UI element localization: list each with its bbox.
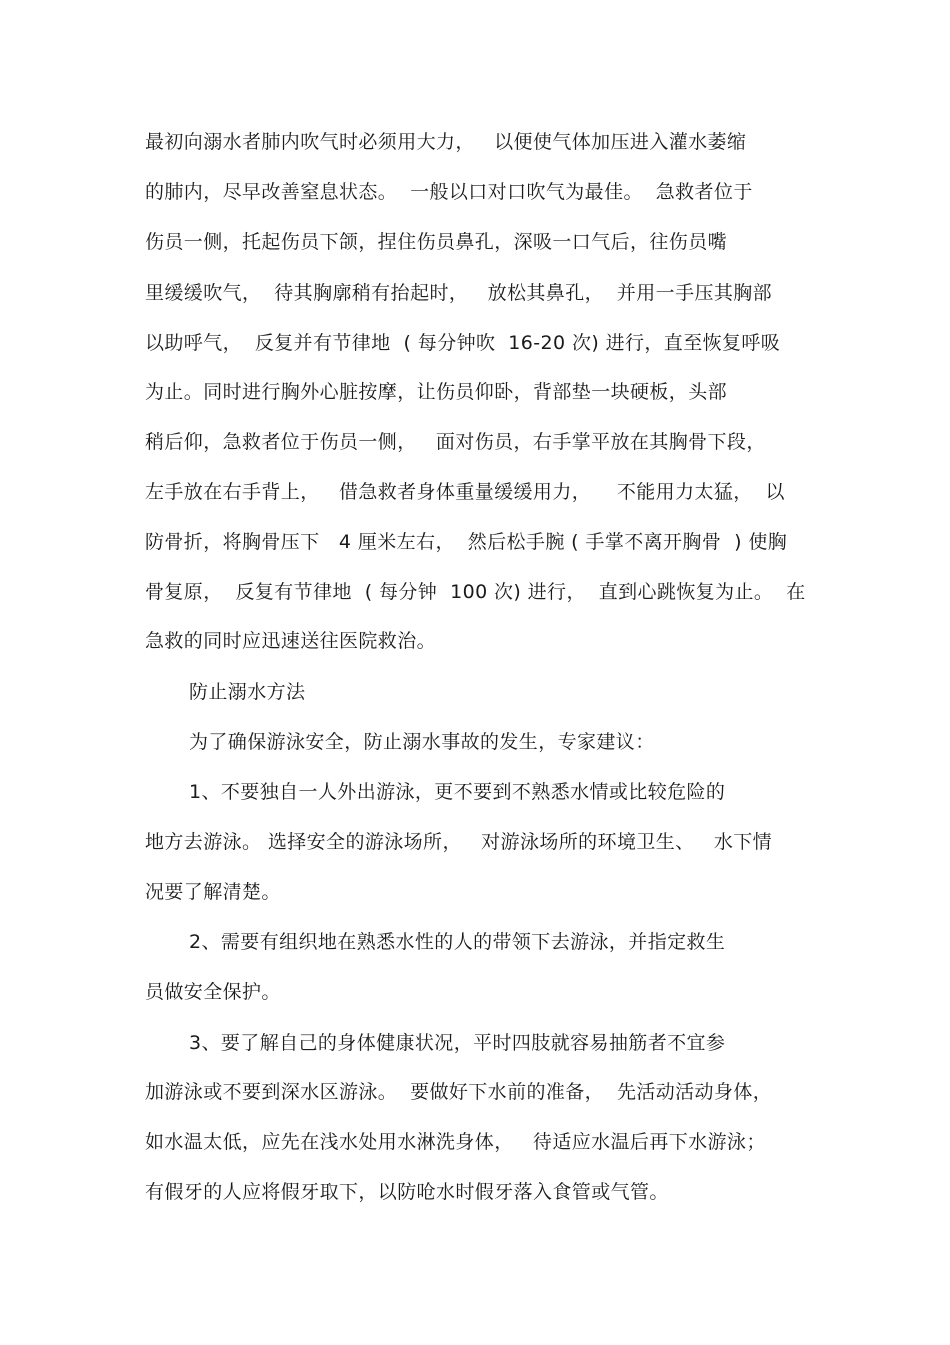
body-text-line: 防骨折，将胸骨压下 4 厘米左右， 然后松手腕 ( 手掌不离开胸骨 ) 使胸 — [145, 531, 788, 553]
list-item-1-text: 1、不要独自一人外出游泳，更不要到不熟悉水情或比较危险的 — [189, 781, 726, 803]
body-text-line: 为止。同时进行胸外心脏按摩，让伤员仰卧，背部垫一块硬板，头部 — [145, 381, 728, 403]
body-text-line: 伤员一侧，托起伤员下颌，捏住伤员鼻孔，深吸一口气后，往伤员嘴 — [145, 231, 728, 253]
section-heading: 防止溺水方法 — [189, 681, 306, 703]
list-item-1-text: 地方去游泳。 选择安全的游泳场所， 对游泳场所的环境卫生、 水下情 — [145, 831, 773, 853]
list-item-3-text: 3、要了解自己的身体健康状况，平时四肢就容易抽筋者不宜参 — [189, 1032, 726, 1054]
list-item-3-text: 加游泳或不要到深水区游泳。 要做好下水前的准备， 先活动活动身体， — [145, 1081, 773, 1103]
body-text-line: 的肺内，尽早改善窒息状态。 一般以口对口吹气为最佳。 急救者位于 — [145, 181, 753, 203]
list-item-2-text: 员做安全保护。 — [145, 981, 281, 1003]
body-text-line: 最初向溺水者肺内吹气时必须用大力， 以便使气体加压进入灌水萎缩 — [145, 131, 747, 153]
list-item-1-text: 况要了解清楚。 — [145, 881, 281, 903]
body-text-line: 骨复原， 反复有节律地 ( 每分钟 100 次) 进行， 直到心跳恢复为止。 在 — [145, 581, 806, 603]
body-text-line: 左手放在右手背上， 借急救者身体重量缓缓用力， 不能用力太猛， 以 — [145, 481, 785, 503]
list-item-3-text: 有假牙的人应将假牙取下，以防呛水时假牙落入食管或气管。 — [145, 1181, 669, 1203]
list-item-3-text: 如水温太低，应先在浅水处用水淋洗身体， 待适应水温后再下水游泳； — [145, 1131, 766, 1153]
intro-paragraph: 为了确保游泳安全，防止溺水事故的发生，专家建议： — [189, 731, 655, 753]
list-item-2-text: 2、需要有组织地在熟悉水性的人的带领下去游泳，并指定救生 — [189, 931, 726, 953]
body-text-line: 以助呼气， 反复并有节律地 ( 每分钟吹 16-20 次) 进行，直至恢复呼吸 — [145, 332, 781, 354]
body-text-line: 稍后仰，急救者位于伤员一侧， 面对伤员，右手掌平放在其胸骨下段， — [145, 431, 766, 453]
body-text-line: 里缓缓吹气， 待其胸廓稍有抬起时， 放松其鼻孔， 并用一手压其胸部 — [145, 282, 773, 304]
body-text-line: 急救的同时应迅速送往医院救治。 — [145, 630, 437, 652]
